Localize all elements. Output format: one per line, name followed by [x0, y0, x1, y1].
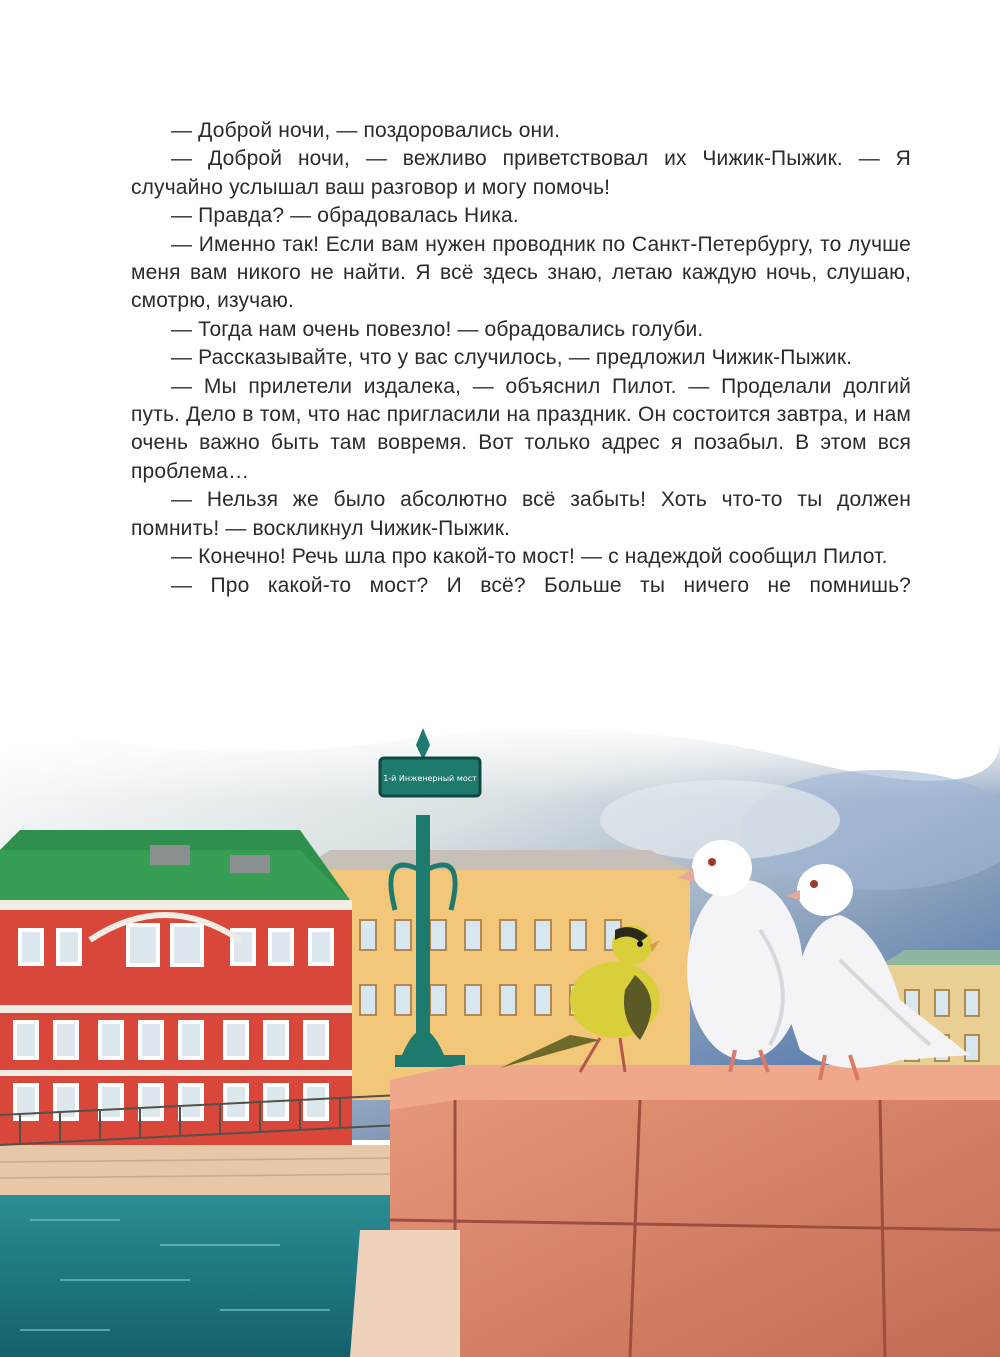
petersburg-illustration [0, 700, 1000, 1357]
paragraph: — Именно так! Если вам нужен проводник по Санкт-Петербургу, то лучше меня вам никого не найти. Я всё здесь знаю, летаю каждую ночь, слушаю, смотрю, изучаю. [131, 232, 911, 313]
paragraph: — Рассказывайте, что у вас случилось, — предложил Чижик-Пыжик. [171, 346, 853, 370]
granite-parapet [350, 1065, 1000, 1357]
paragraph: — Нельзя же было абсолютно всё забыть! Хоть что-то ты должен помнить! — воскликнул Чижик-Пыжик. [131, 488, 911, 540]
paragraph: — Мы прилетели издалека, — объяснил Пилот. — Проделали долгий путь. Дело в том, что нас пригласили на праздник. Он состоится завтра, и нам очень важно быть там вовремя. Вот только адрес я позабыл. В этом вся проблема… [131, 374, 911, 483]
paragraph: — Конечно! Речь шла про какой-то мост! — с надеждой сообщил Пилот. [171, 545, 888, 569]
canal-water [0, 1195, 400, 1357]
paragraph: — Про какой-то мост? И всё? Больше ты ничего не помнишь? [171, 573, 911, 597]
story-text [131, 117, 911, 600]
street-sign-text: 1-й Инженерный мост [383, 774, 477, 783]
paragraph: — Доброй ночи, — вежливо приветствовал их Чижик-Пыжик. — Я случайно услышал ваш разговор и могу помочь! [131, 147, 911, 199]
red-building [0, 830, 352, 1145]
paragraph: — Доброй ночи, — поздоровались они. [171, 119, 561, 142]
paragraph: — Тогда нам очень повезло! — обрадовались голуби. [171, 317, 704, 341]
paragraph: — Правда? — обрадовалась Ника. [171, 204, 519, 228]
illustration-canvas [0, 700, 1000, 1357]
